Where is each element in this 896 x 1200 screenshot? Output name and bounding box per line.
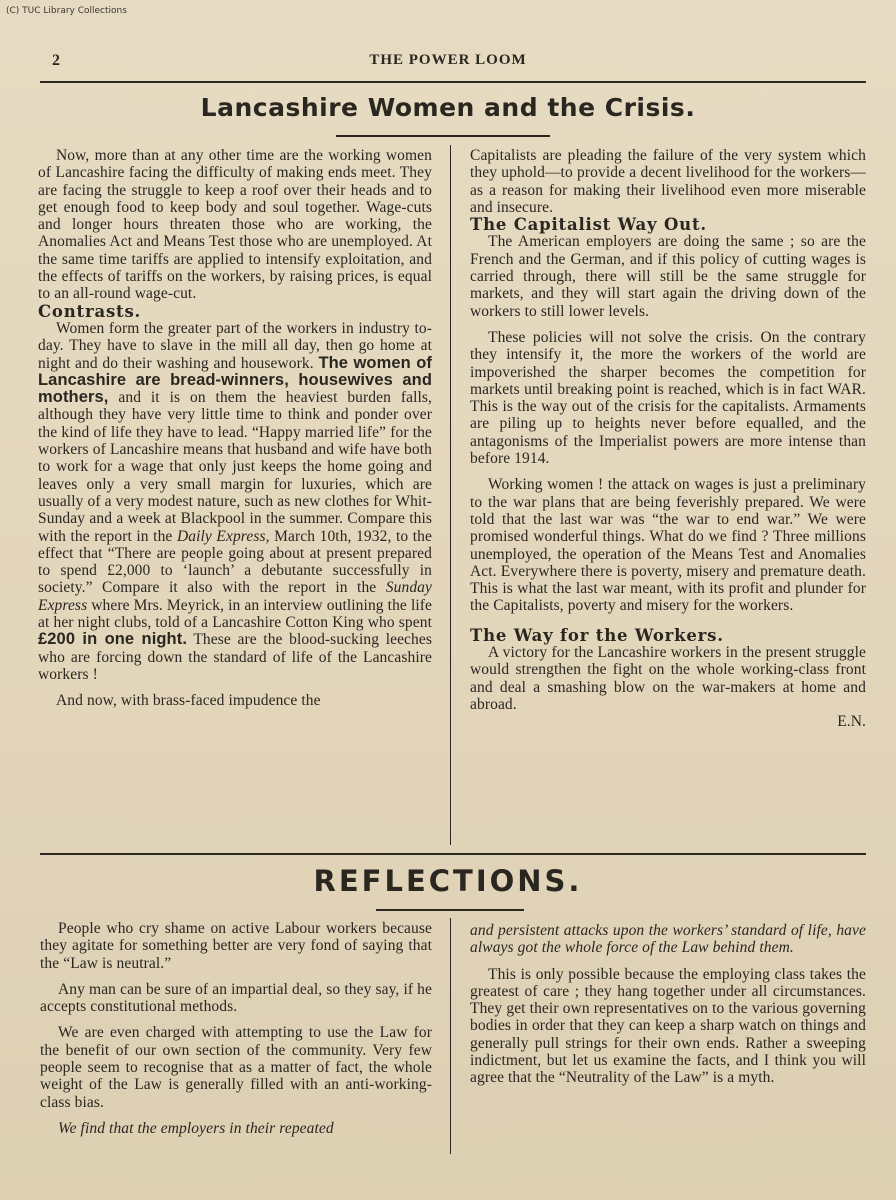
article1-paragraph: Capitalists are pleading the failure of the very system which they uphold—to provide a decent livelihood for the workers—as a reason for making their livelihood even more miserable and insecure. <box>470 147 866 216</box>
article1-paragraph-contrasts: Women form the greater part of the workers in industry to-day. They have to slave in the mill all day, then go home at night and do their washing and housework. The women of Lancashire are bread-winners, housewives and mothers, and it is on them the heaviest burden falls, although they have very little time to think and ponder over the kind of life they have to lead. “Happy married life” for the workers of Lancashire means that husband and wife have both to work for a wage that only just keeps the home going and leaves only a very small margin for luxuries, which are usually of a very modest nature, such as new clothes for Whit-Sunday and a week at Blackpool in the summer. Compare this with the report in the Daily Express, March 10th, 1932, to the effect that “There are people going about at present prepared to spend £2,000 to ‘launch’ a debutante successfully in society.” Compare it also with the report in the Sunday Express where Mrs. Meyrick, in an interview outlining the life at her night clubs, told of a Lancashire Cotton King who spent £200 in one night. These are the blood-sucking leeches who are forcing down the standard of life of the Lancashire workers ! <box>38 319 433 683</box>
article1-left-column <box>38 147 432 710</box>
article1-paragraph: The American employers are doing the same ; so are the French and the German, and if this policy of cutting wages is carried through, there will still be the same struggle for markets, and they will start again the driving down of the workers to still lower levels. <box>470 233 866 320</box>
section-divider <box>40 853 866 855</box>
article1-paragraph: And now, with brass-faced impudence the <box>56 692 321 710</box>
subhead-contrasts: Contrasts. <box>38 301 142 321</box>
title-underline <box>336 135 550 137</box>
running-head <box>40 52 856 72</box>
article-title-lancashire-women: Lancashire Women and the Crisis. <box>200 93 696 122</box>
subhead-capitalist-way-out: The Capitalist Way Out. <box>470 215 707 235</box>
article2-paragraph: and persistent attacks upon the workers’ standard of life, have always got the whole force of the Law behind them. <box>470 922 866 957</box>
article2-paragraph: People who cry shame on active Labour workers because they agitate for something better are very fond of saying that the “Law is neutral.” <box>40 920 432 972</box>
article2-paragraph: We find that the employers in their repeated <box>58 1119 334 1137</box>
page-number: 2 <box>52 52 60 69</box>
newspaper-name: Sunday Express <box>38 579 432 614</box>
title-underline <box>376 909 524 911</box>
header-rule <box>40 81 866 83</box>
article1-paragraph: Working women ! the attack on wages is just a preliminary to the war plans that are being feverishly prepared. We were told that the last war was “the war to end war.” We were promised wonderful things. What do we find ? Three millions unemployed, the operation of the Means Test and Anomalies Act. Everywhere there is poverty, misery and premature death. This is what the last war meant, with its profit and plunder for the Capitalists, poverty and misery for the workers. <box>470 476 866 615</box>
emphasis-200-pounds: £200 in one night. <box>38 630 188 649</box>
article2-paragraph: This is only possible because the employing class takes the greatest of care ; they hang together under all circumstances. They get their own representatives on to the various governing bodies in order that they can keep a sharp watch on things and generally pull strings for their own ends. Rather a sweeping indictment, but let us examine the facts, and I think you will agree that the “Neutrality of the Law” is a myth. <box>470 965 866 1087</box>
author-initials: E.N. <box>837 713 866 731</box>
article2-right-column <box>470 922 866 1087</box>
copyright-notice: (C) TUC Library Collections <box>6 6 127 16</box>
article2-paragraph: Any man can be sure of an impartial deal, so they say, if he accepts constitutional methods. <box>40 980 432 1016</box>
article2-left-column <box>40 920 432 1137</box>
column-divider <box>450 145 451 845</box>
column-divider <box>450 918 451 1154</box>
article1-right-column <box>470 147 866 731</box>
emphasis-bread-winners: The women of Lancashire are bread-winners, housewives and mothers, <box>38 353 432 407</box>
journal-name: THE POWER LOOM <box>369 52 527 68</box>
article2-paragraph: We are even charged with attempting to use the Law for the benefit of our own section of the community. Very few people seem to recognise that as a matter of fact, the whole weight of the Law is generally filled with an anti-working-class bias. <box>40 1024 432 1111</box>
article1-paragraph: These policies will not solve the crisis. On the contrary they intensify it, the more the workers of the world are impoverished the sharper becomes the competition for markets until breaking point is reached, which is in fact WAR. This is the way out of the crisis for the capitalists. Armaments are piling up to heights never before equalled, and the antagonisms of the Imperialist powers are more intense than before 1914. <box>470 328 866 468</box>
article1-paragraph: Now, more than at any other time are the working women of Lancashire facing the difficulty of making ends meet. They are facing the struggle to keep a roof over their heads and to get enough food to keep body and soul together. Wage-cuts and longer hours threaten those who are working, the Anomalies Act and Means Test those who are unemployed. At the same time tariffs are applied to intensify exploitation, and the effects of tariffs on the workers, by raising prices, is equal to an all-round wage-cut. <box>38 147 432 303</box>
article-title-reflections: REFLECTIONS. <box>313 864 583 898</box>
subhead-way-for-workers: The Way for the Workers. <box>470 625 724 645</box>
newspaper-name: Daily Express, <box>176 527 270 545</box>
article1-paragraph: A victory for the Lancashire workers in the present struggle would strengthen the fight on the whole working-class front and deal a smashing blow on the war-makers at home and abroad. <box>470 644 866 713</box>
